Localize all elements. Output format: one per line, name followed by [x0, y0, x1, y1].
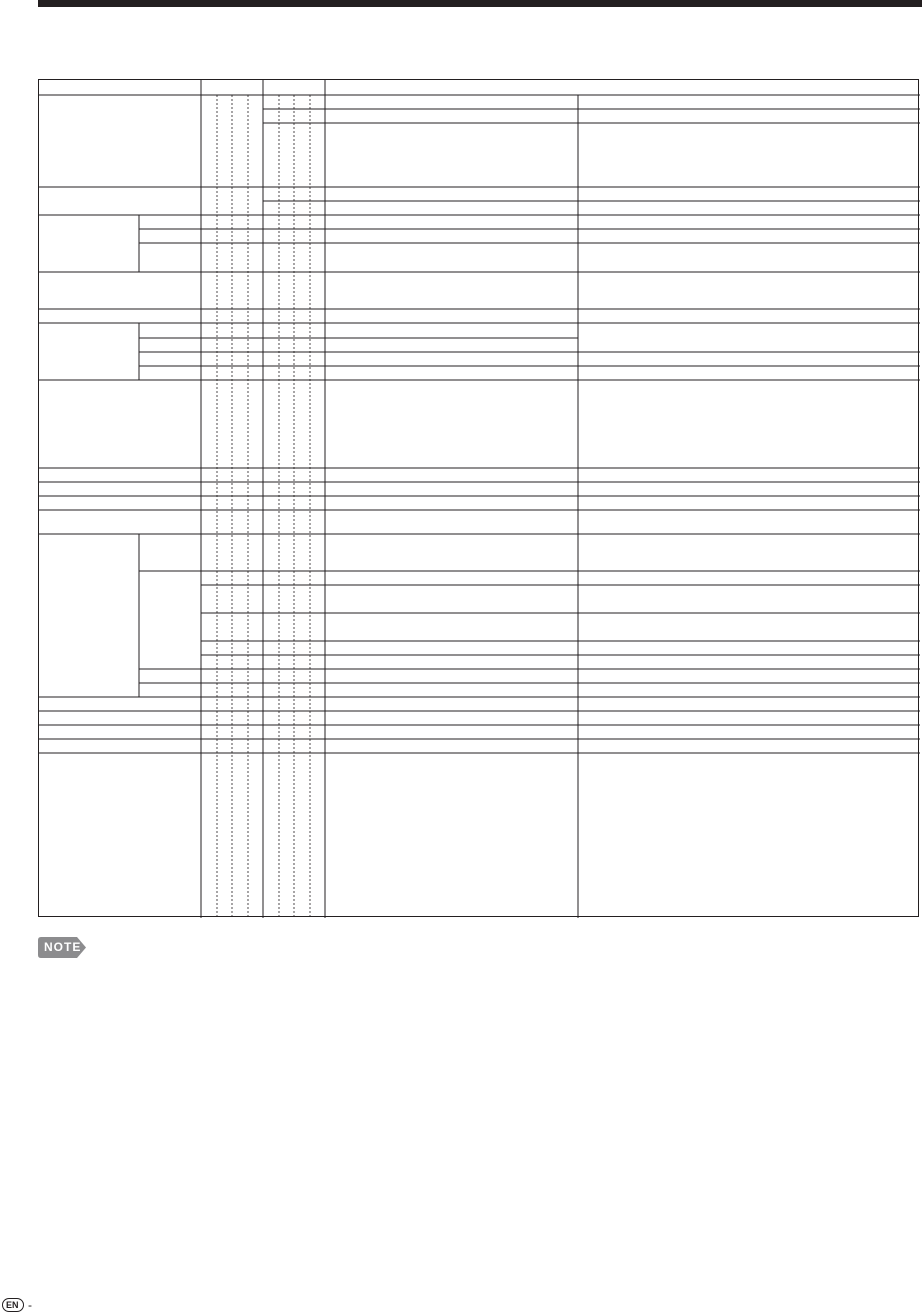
top-rule — [38, 0, 922, 7]
note-label: NOTE — [44, 940, 82, 954]
language-badge — [2, 1298, 24, 1312]
page-number-separator: - — [28, 1298, 32, 1312]
language-code: EN — [6, 1300, 19, 1310]
note-badge — [38, 937, 87, 958]
table-grid — [39, 80, 920, 918]
specification-table — [38, 79, 919, 917]
